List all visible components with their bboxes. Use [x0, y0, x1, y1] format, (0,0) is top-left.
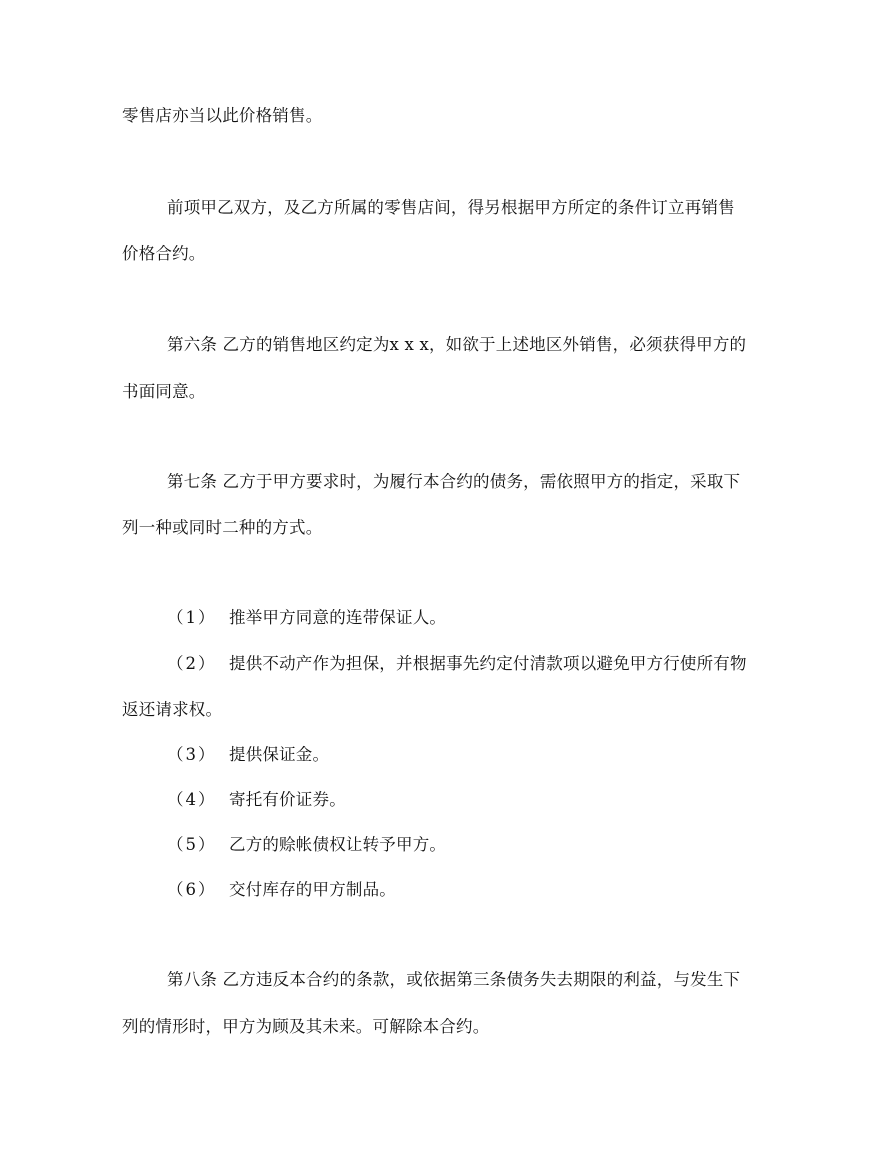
list-item-text: 寄托有价证券。: [229, 790, 346, 809]
paragraph-resale-price-line-1: 前项甲乙双方，及乙方所属的零售店间，得另根据甲方所定的条件订立再销售: [167, 198, 735, 217]
list-item-number: （3）: [167, 745, 217, 764]
article-8-line-1: 第八条 乙方违反本合约的条款，或依据第三条债务失去期限的利益，与发生下: [167, 970, 741, 989]
paragraph-resale-price-line-2: 价格合约。: [122, 244, 206, 263]
paragraph-continuation: 零售店亦当以此价格销售。: [122, 106, 323, 125]
list-item-text: 提供不动产作为担保，并根据事先约定付清款项以避免甲方行使所有物: [229, 654, 747, 673]
article-8-line-2: 列的情形时，甲方为顾及其未来。可解除本合约。: [122, 1017, 490, 1036]
list-item-text: 乙方的赊帐债权让转予甲方。: [229, 835, 447, 854]
list-item-number: （1）: [167, 608, 217, 627]
article-7-line-2: 列一种或同时二种的方式。: [122, 518, 323, 537]
list-item-number: （6）: [167, 880, 217, 899]
article-7-line-1: 第七条 乙方于甲方要求时，为履行本合约的债务，需依照甲方的指定，采取下: [167, 472, 741, 491]
list-item-number: （2）: [167, 654, 217, 673]
article-6-line-2: 书面同意。: [122, 382, 206, 401]
list-item-text: 推举甲方同意的连带保证人。: [229, 608, 447, 627]
list-item-number: （5）: [167, 835, 217, 854]
list-item-continuation: 返还请求权。: [122, 700, 223, 719]
article-6-line-1: 第六条 乙方的销售地区约定为x x x，如欲于上述地区外销售，必须获得甲方的: [167, 335, 747, 354]
list-item-text: 提供保证金。: [229, 745, 330, 764]
list-item-number: （4）: [167, 790, 217, 809]
list-item-text: 交付库存的甲方制品。: [229, 880, 396, 899]
